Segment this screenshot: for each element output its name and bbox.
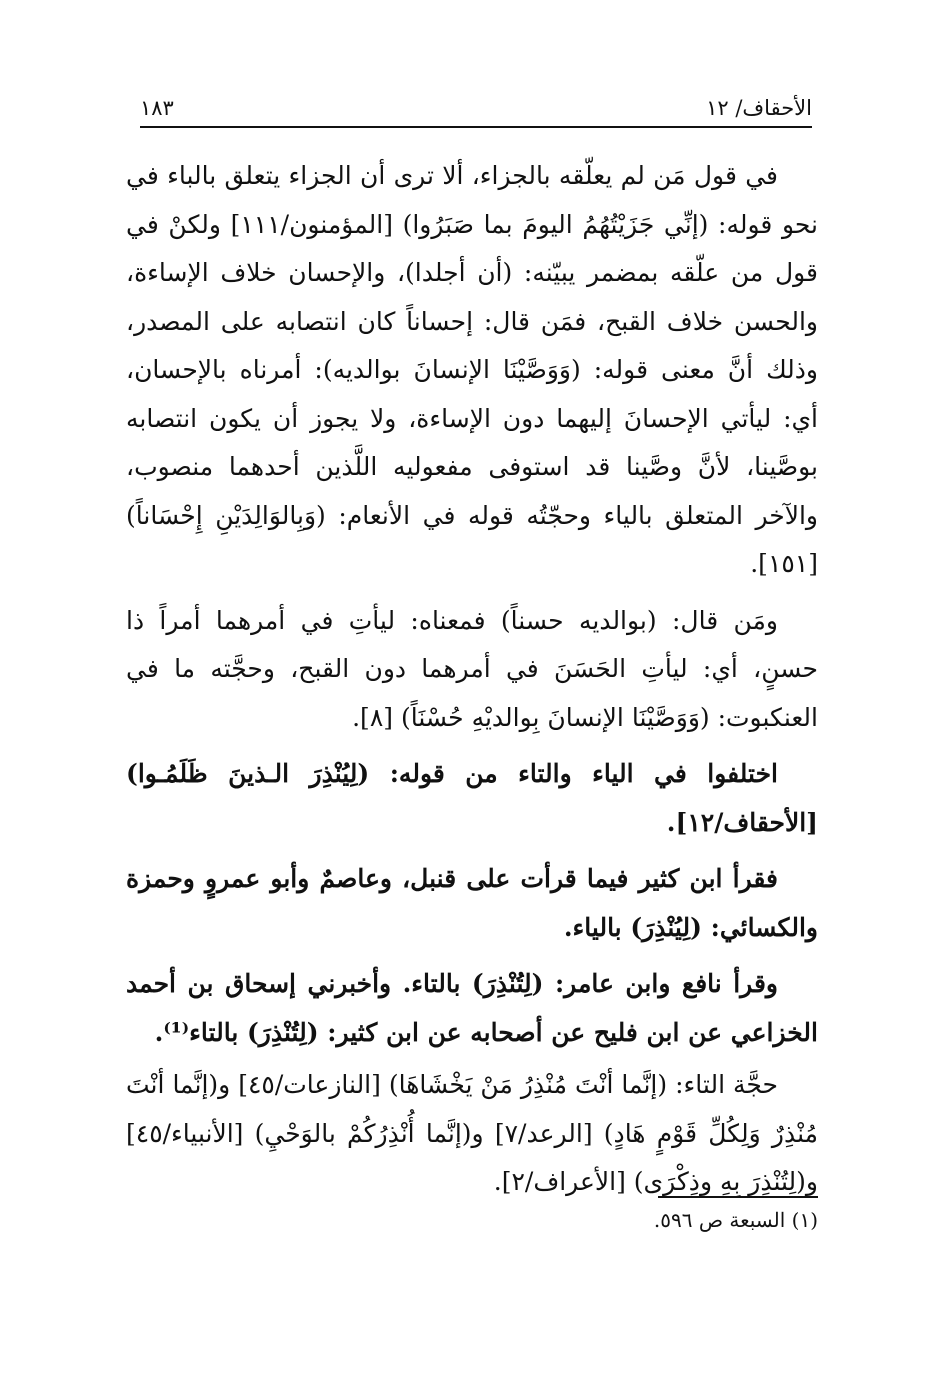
paragraph-bold: اختلفوا في الياء والتاء من قوله: (لِيُنْذِرَ الـذينَ ظَلَمُـوا) [الأحقاف/١٢]. bbox=[126, 759, 818, 837]
paragraph: في قول مَن لم يعلّقه بالجزاء، ألا ترى أن الجزاء يتعلق بالباء في نحو قوله: (إنِّي جَزَيْتُهُمُ اليومَ بما صَبَرُوا) [المؤمنون/١١١] ولكنْ في قول من علّقه بمضمر يبيّنه: (أن أجلدا)، والإحسان خلاف الإساءة، والحسن خلاف القبح، فمَن قال: إحساناً كان انتصابه على المصدر، وذلك أنَّ معنى قوله: (وَوَصَّيْنَا الإنسانَ بوالديه): أمرناه بالإحسان، أي: ليأتي الإحسانَ إليهما دون الإساءة، ولا يجوز أن يكون انتصابه بوصَّينا، لأنَّ وصَّينا قد استوفى مفعوليه اللَّذين أحدهما منصوب، والآخر المتعلق بالياء وحجّتُه قوله في الأنعام: (وَبِالوَالِدَيْنِ إِحْسَاناً) [١٥١]. bbox=[126, 161, 819, 578]
page-header bbox=[140, 84, 812, 120]
main-text bbox=[126, 152, 818, 1215]
footnote: (١) السبعة ص ٥٩٦. bbox=[653, 1208, 818, 1232]
footnote-rule bbox=[658, 1196, 818, 1198]
running-title: الأحقاف/ ١٢ bbox=[706, 96, 812, 120]
paragraph: حجَّة التاء: (إنَّما أنْتَ مُنْذِرُ مَنْ يَخْشَاهَا) [النازعات/٤٥] و(إنَّما أنْتَ مُنْذِرٌ وَلِكُلِّ قَوْمٍ هَادٍ) [الرعد/٧] و(إنَّما أُنْذِرُكُمْ بالوَحْيِ) [الأنبياء/٤٥] و(لِتُنْذِرَ بِهِ وذِكْرَى) [الأعراف/٢]. bbox=[126, 1070, 819, 1196]
paragraph-bold: فقرأ ابن كثير فيما قرأت على قنبل، وعاصمٌ وأبو عمروٍ وحمزة والكسائي: (لِيُنْذِرَ) بالياء. bbox=[126, 864, 818, 942]
page-number: ١٨٣ bbox=[140, 96, 174, 120]
paragraph: ومَن قال: (بوالديه حسناً) فمعناه: ليأتِ في أمرهما أمراً ذا حسنٍ، أي: ليأتِ الحَسَنَ في أمرهما دون القبح، وحجَّته ما في العنكبوت: (وَوَصَّيْنَا الإنسانَ بِوالديْهِ حُسْنَاً) [٨]. bbox=[126, 605, 818, 732]
header-rule bbox=[140, 126, 812, 128]
paragraph-bold: وقرأ نافع وابن عامر: (لِتُنْذِرَ) بالتاء. وأخبرني إسحاق بن أحمد الخزاعي عن ابن فليح عن أصحابه عن ابن كثير: (لِتُنْذِرَ) بالتاء⁽¹⁾. bbox=[126, 969, 818, 1047]
